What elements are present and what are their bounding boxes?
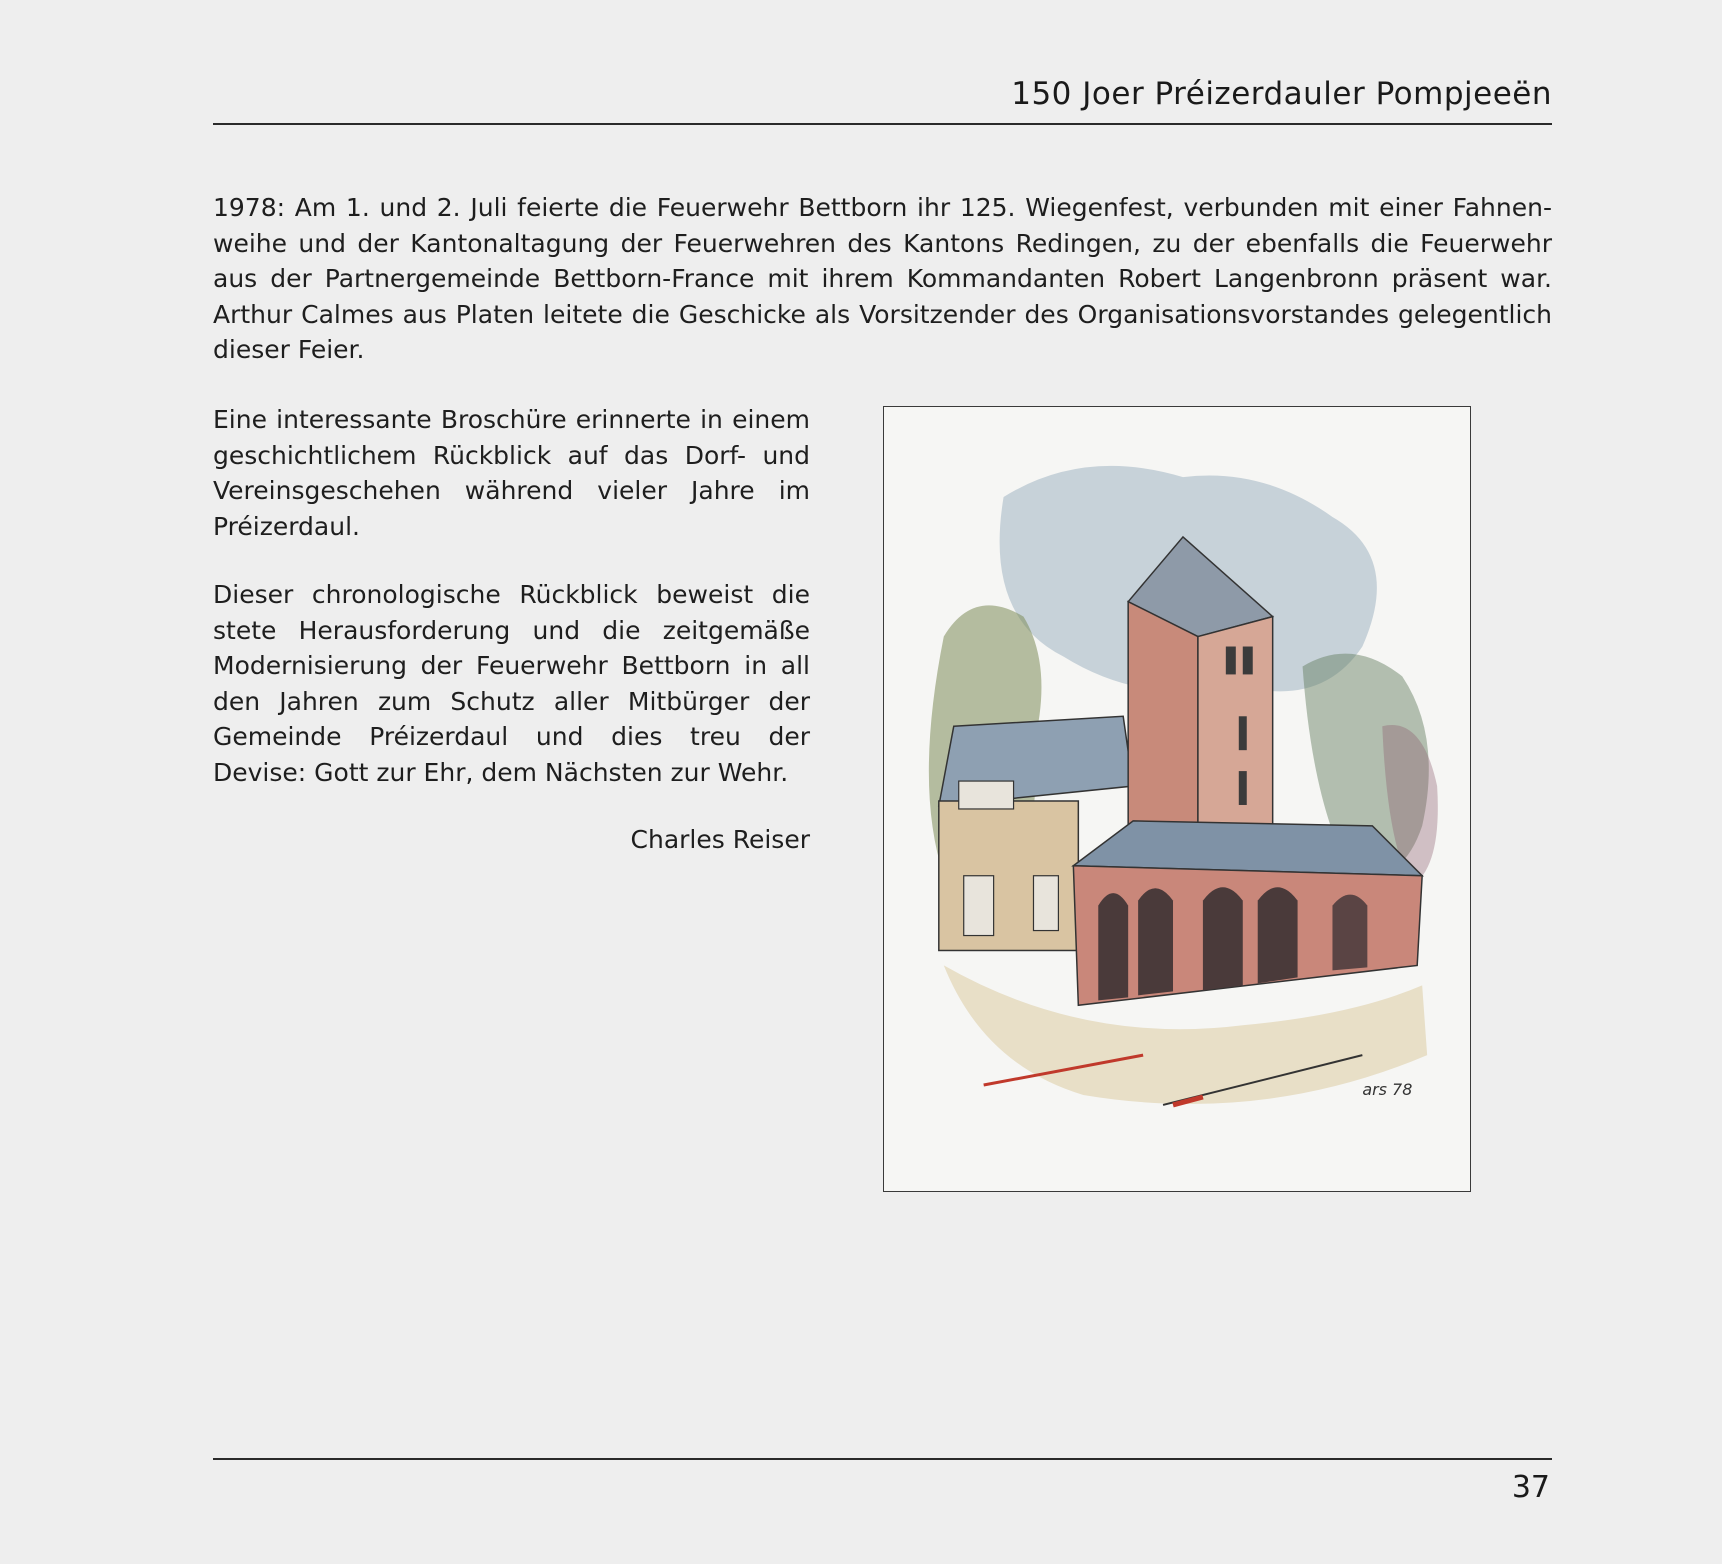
- artist-signature: ars 78: [1362, 1079, 1413, 1099]
- watercolor-church-drawing: [884, 407, 1470, 1191]
- paragraph-review: Dieser chronologische Rückblick beweist die stete Herausforderung und die zeitgemäße Modernisierung der Feuerwehr Bettborn in all den Jahren zum Schutz aller Mitbürger der Gemeinde Préizerdaul und dies treu der Devise: Gott zur Ehr, dem Nächsten zur Wehr.: [213, 580, 810, 787]
- footer-rule: [213, 1458, 1552, 1460]
- church-illustration: [883, 406, 1471, 1192]
- page-number: 37: [1511, 1470, 1550, 1505]
- paragraph-1978: 1978: Am 1. und 2. Juli feierte die Feuerwehr Bettborn ihr 125. Wiegenfest, verbunden mit einer Fahnen-weihe und der Kantonaltagung der Feuerwehren des Kantons Redingen, zu der ebenfalls die Feuerwehr aus der Partnergemeinde Bettborn-France mit ihrem Kommandanten Robert Langenbronn präsent war. Arthur Calmes aus Platen leitete die Geschicke als Vorsitzender des Organisationsvorstandes gelegentlich dieser Feier.: [213, 193, 1552, 364]
- header-rule: [213, 123, 1552, 125]
- author-signature: Charles Reiser: [630, 825, 810, 854]
- running-header-title: 150 Joer Préizerdauler Pompjeeën: [1011, 76, 1552, 112]
- paragraph-brochure: Eine interessante Broschüre erinnerte in einem geschichtlichem Rückblick auf das Dorf- und Vereinsgeschehen während vieler Jahre im Préizerdaul.: [213, 405, 810, 541]
